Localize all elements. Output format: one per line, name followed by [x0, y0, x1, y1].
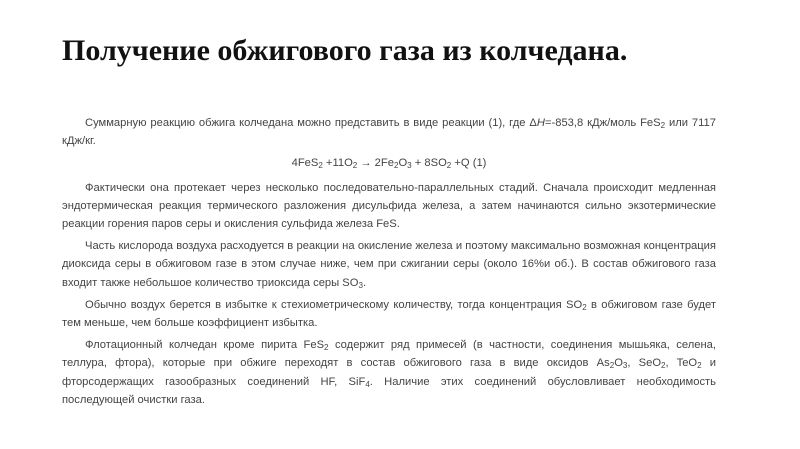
subscript: 2 [697, 361, 702, 371]
paragraph-air-excess [62, 296, 716, 332]
text-fragment: . Наличие этих соединений обусловливает необходимость последующей очистки газа. [62, 375, 716, 406]
subscript: 2 [582, 302, 587, 312]
eq-fragment: +11O [322, 157, 353, 170]
slide-body [62, 114, 716, 413]
subscript: 3 [358, 280, 363, 290]
subscript: 2 [352, 161, 358, 171]
subscript: 2 [609, 361, 615, 371]
subscript: 3 [622, 361, 628, 371]
paragraph-stages: Фактически она протекает через несколько последовательно-параллельных стадий. Сначала происходит медленная эндотермическая реакция термического разложения дисульфида железа, а затем начинаются сильно экзотермические реакции горения паров серы и окисления сульфида железа FeS. [62, 181, 716, 231]
paragraph-reaction-intro [62, 114, 716, 150]
text-fragment: . [362, 276, 367, 289]
text-fragment: или 7117 кДж/кг. [62, 117, 716, 148]
text-fragment: Флотационный колчедан кроме пирита FeS [85, 339, 325, 352]
enthalpy-symbol: H [536, 117, 545, 129]
subscript: 3 [407, 161, 412, 171]
text-fragment: O [614, 357, 623, 370]
eq-fragment: → 2Fe [357, 157, 394, 170]
text-fragment: , SeO [627, 357, 662, 370]
subscript: 2 [318, 161, 323, 171]
subscript: 2 [660, 121, 666, 131]
text-fragment: и фторсодержащих газообразных соединений HF, SiF [62, 357, 717, 388]
reaction-equation [62, 154, 716, 172]
paragraph-oxygen [62, 237, 716, 292]
subscript: 2 [393, 161, 399, 171]
text-fragment: содержит ряд примесей (в частности, соединения мышьяка, селена, теллура, фтора), которые при обжиге переходят в состав обжигового газа в виде оксидов As [62, 339, 716, 370]
text-fragment: Часть кислорода воздуха расходуется в реакции на окисление железа и поэтому максимально возможная концентрация диоксида серы в обжиговом газе в этом случае ниже, чем при сжигании серы (около 16%и об.). В состав обжигового газа входит также небольшое количество триоксида серы SO [62, 240, 716, 289]
subscript: 2 [324, 343, 329, 353]
slide-title: Получение обжигового газа из колчедана. [62, 34, 628, 67]
eq-fragment: O [398, 157, 408, 170]
eq-fragment: + 8SO [411, 157, 447, 170]
subscript: 2 [661, 361, 666, 371]
text-fragment: =-853,8 кДж/моль FeS [544, 117, 661, 129]
subscript: 4 [365, 379, 370, 389]
text-fragment: , TeO [665, 357, 698, 370]
subscript: 2 [446, 161, 452, 171]
text-fragment: Обычно воздух берется в избытке к стехиометрическому количеству, тогда концентрация SO [85, 298, 583, 311]
text-fragment: Суммарную реакцию обжига колчедана можно представить в виде реакции (1), где Δ [85, 117, 537, 129]
text-fragment: в обжиговом газе будет тем меньше, чем больше коэффициент избытка. [62, 298, 716, 330]
paragraph-impurities [62, 336, 716, 409]
eq-fragment: +Q (1) [451, 157, 487, 170]
eq-fragment: 4FeS [291, 157, 319, 170]
